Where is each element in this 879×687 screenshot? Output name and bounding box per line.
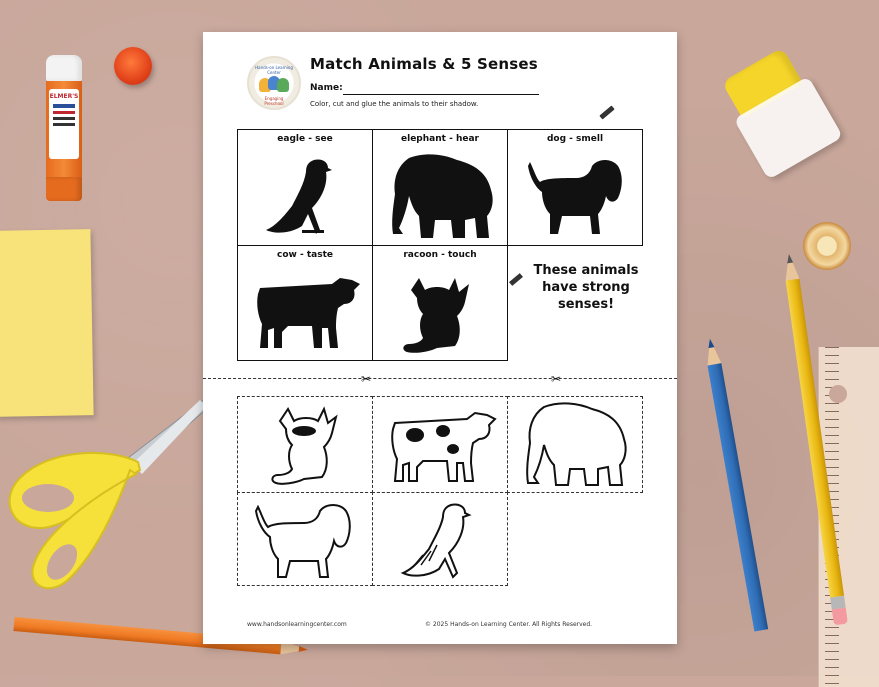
cell-label: racoon - touch bbox=[403, 250, 477, 260]
dog-outline-icon bbox=[254, 501, 354, 581]
scissors-cut-icon: ✂ bbox=[551, 372, 562, 386]
cow-silhouette-icon bbox=[252, 274, 362, 354]
page-title: Match Animals & 5 Senses bbox=[310, 55, 538, 73]
shadow-cell-eagle bbox=[237, 129, 373, 246]
eagle-silhouette-icon bbox=[262, 154, 350, 240]
slogan-text: These animals have strong senses! bbox=[533, 263, 639, 312]
glue-stick bbox=[46, 55, 82, 205]
footer-copyright: © 2025 Hands-on Learning Center. All Rights Reserved. bbox=[425, 621, 593, 628]
elephant-outline-icon bbox=[520, 401, 632, 489]
logo-text-top: Hands-on Learning Center bbox=[255, 65, 293, 75]
scissors-cut-icon: ✂ bbox=[361, 372, 372, 386]
hands-on-learning-logo bbox=[247, 56, 301, 110]
shadow-cell-raccoon bbox=[372, 245, 508, 361]
cell-label: elephant - hear bbox=[401, 134, 479, 144]
cell-label: dog - smell bbox=[546, 134, 604, 144]
scissors bbox=[0, 378, 230, 598]
shadow-cell-cow bbox=[237, 245, 373, 361]
raccoon-outline-icon bbox=[270, 403, 342, 487]
name-label: Name: bbox=[310, 83, 343, 93]
pencil-shaving bbox=[803, 222, 851, 270]
cutout-cell-cow[interactable] bbox=[372, 396, 508, 493]
glue-brand-label: ELMER'S bbox=[49, 93, 79, 100]
cut-line bbox=[203, 378, 677, 379]
eagle-outline-icon bbox=[399, 499, 487, 583]
pencil-icon bbox=[599, 105, 614, 119]
elephant-silhouette-icon bbox=[385, 150, 499, 242]
cutout-cell-dog[interactable] bbox=[237, 492, 373, 586]
cow-outline-icon bbox=[387, 409, 497, 485]
cutout-cell-raccoon[interactable] bbox=[237, 396, 373, 493]
worksheet-page bbox=[203, 32, 677, 644]
cutout-cell-eagle[interactable] bbox=[372, 492, 508, 586]
glue-cap bbox=[114, 47, 152, 85]
cell-label: eagle - see bbox=[277, 134, 333, 144]
cell-label: cow - taste bbox=[277, 250, 333, 260]
logo-text-bottom: Engaging Preschool bbox=[264, 96, 284, 106]
raccoon-silhouette-icon bbox=[399, 270, 483, 356]
shadow-cell-dog bbox=[507, 129, 643, 246]
dog-silhouette-icon bbox=[526, 156, 626, 238]
pencil-sharpener bbox=[691, 25, 866, 200]
cutout-cell-elephant[interactable] bbox=[507, 396, 643, 493]
name-field[interactable] bbox=[343, 94, 539, 95]
blue-pencil bbox=[703, 338, 769, 636]
footer-website: www.handsonlearningcenter.com bbox=[247, 621, 347, 628]
shadow-cell-elephant bbox=[372, 129, 508, 246]
instructions-text: Color, cut and glue the animals to their shadow. bbox=[310, 100, 479, 108]
